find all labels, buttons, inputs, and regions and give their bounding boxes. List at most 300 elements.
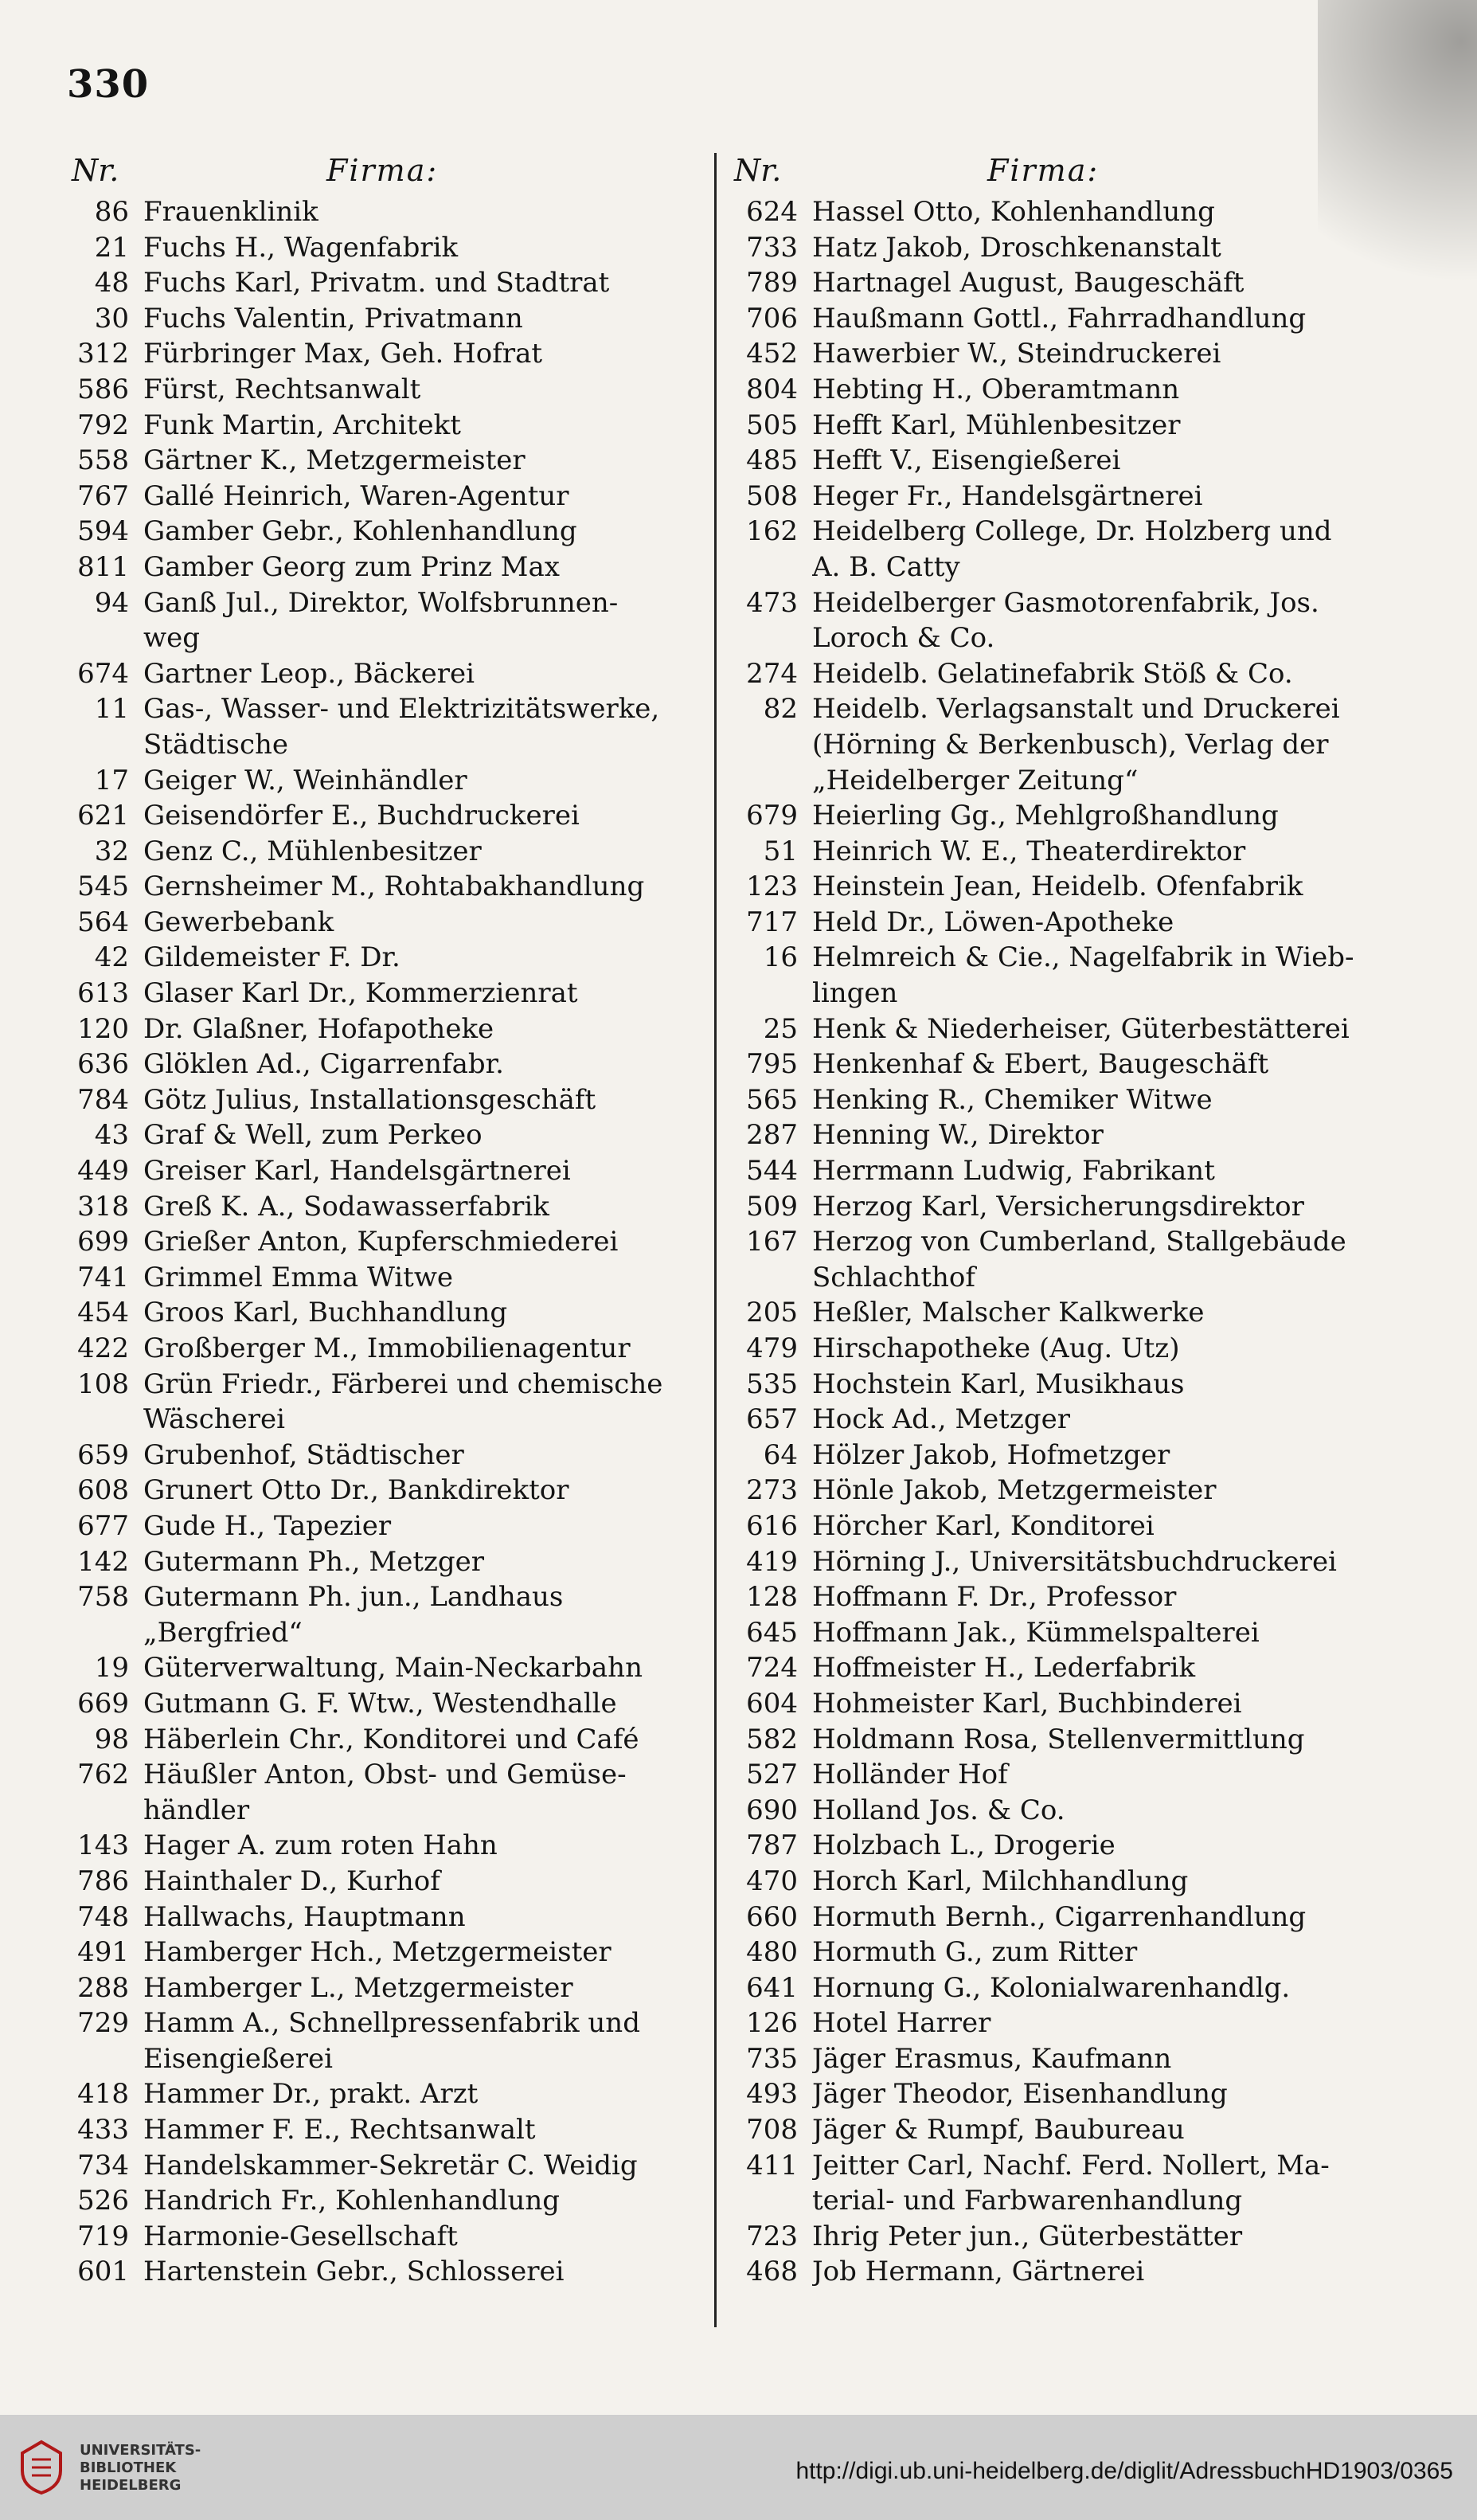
directory-entry xyxy=(56,514,693,550)
entry-firm-line: Hornung G., Kolonialwarenhandlg. xyxy=(812,1971,1291,2004)
directory-entry xyxy=(725,1615,1377,1651)
directory-entry xyxy=(725,656,1377,692)
directory-entry xyxy=(56,443,693,479)
entry-firm-line: lingen xyxy=(812,977,898,1010)
entry-firm-line: Henkenhaf & Ebert, Baugeschäft xyxy=(812,1048,1269,1081)
entry-number: 545 xyxy=(77,871,129,903)
entry-firm-line: Hallwachs, Hauptmann xyxy=(143,1900,466,1933)
entry-firm xyxy=(812,1153,1377,1189)
entry-number: 708 xyxy=(746,2114,798,2146)
entry-number: 608 xyxy=(77,1474,129,1507)
directory-entry xyxy=(56,940,693,976)
entry-number: 167 xyxy=(746,1226,798,1258)
entry-firm xyxy=(143,1153,693,1189)
entry-firm xyxy=(812,1615,1377,1651)
entry-firm xyxy=(812,1367,1377,1403)
entry-number: 527 xyxy=(746,1759,798,1791)
entry-number: 452 xyxy=(746,338,798,370)
entry-number: 493 xyxy=(746,2078,798,2111)
entry-firm xyxy=(812,301,1377,337)
entry-firm-line: Güterverwaltung, Main-Neckarbahn xyxy=(143,1652,643,1685)
entry-firm xyxy=(812,2005,1377,2041)
entry-number: 288 xyxy=(77,1971,129,2004)
entry-firm-line: Hartnagel August, Baugeschäft xyxy=(812,267,1245,299)
entry-number: 586 xyxy=(77,373,129,405)
directory-entry xyxy=(725,1579,1377,1615)
entry-firm-line: Fürbringer Max, Geh. Hofrat xyxy=(143,338,543,370)
library-name-line: UNIVERSITÄTS- xyxy=(80,2442,201,2459)
entry-number: 120 xyxy=(77,1012,129,1045)
entry-number: 613 xyxy=(77,977,129,1010)
entry-number: 82 xyxy=(763,693,798,726)
library-name-line: HEIDELBERG xyxy=(80,2477,182,2494)
entry-firm-line: Hirschapotheke (Aug. Utz) xyxy=(812,1332,1180,1364)
entry-number: 108 xyxy=(77,1368,129,1400)
entry-firm-line: Groos Karl, Buchhandlung xyxy=(143,1297,508,1329)
entry-firm-line: Grunert Otto Dr., Bankdirektor xyxy=(143,1474,569,1507)
entry-firm-line: Hartenstein Gebr., Schlosserei xyxy=(143,2256,565,2288)
entry-number: 735 xyxy=(746,2042,798,2075)
entry-firm-line: Hörning J., Universitätsbuchdruckerei xyxy=(812,1545,1337,1578)
entry-number: 411 xyxy=(746,2149,798,2182)
entry-number: 792 xyxy=(77,409,129,441)
entry-firm xyxy=(143,1260,693,1296)
directory-entry xyxy=(725,301,1377,337)
entry-number: 162 xyxy=(746,515,798,548)
entry-firm-line: Gamber Gebr., Kohlenhandlung xyxy=(143,515,577,548)
directory-entry xyxy=(56,585,693,656)
library-name-line: BIBLIOTHEK xyxy=(80,2459,177,2476)
entry-firm xyxy=(143,1828,693,1864)
entry-number: 480 xyxy=(746,1936,798,1969)
entry-firm xyxy=(812,1295,1377,1331)
entry-number: 16 xyxy=(763,941,798,974)
entry-number: 535 xyxy=(746,1368,798,1400)
entry-firm xyxy=(812,1082,1377,1118)
directory-entry xyxy=(725,479,1377,515)
entry-number: 741 xyxy=(77,1261,129,1293)
entry-firm xyxy=(143,2183,693,2219)
entry-firm xyxy=(812,1722,1377,1758)
directory-entry xyxy=(56,1508,693,1544)
entry-number: 21 xyxy=(94,231,129,264)
directory-entry xyxy=(725,1117,1377,1153)
directory-entry xyxy=(725,2219,1377,2255)
entry-firm xyxy=(812,1828,1377,1864)
directory-entry xyxy=(725,1402,1377,1438)
source-url-link[interactable]: http://digi.ub.uni-heidelberg.de/diglit/AdressbuchHD1903/0365 xyxy=(795,2458,1453,2484)
directory-entry xyxy=(56,1757,693,1828)
directory-entry xyxy=(725,1295,1377,1331)
entry-firm-line: Hammer F. E., Rechtsanwalt xyxy=(143,2114,536,2146)
page-number: 330 xyxy=(67,62,150,107)
entry-firm xyxy=(143,265,693,301)
entry-firm xyxy=(812,336,1377,372)
entry-number: 43 xyxy=(94,1119,129,1152)
entry-number: 485 xyxy=(746,444,798,477)
entry-firm xyxy=(812,443,1377,479)
entry-number: 48 xyxy=(94,267,129,299)
entry-firm-line: Hochstein Karl, Musikhaus xyxy=(812,1368,1185,1400)
entry-firm xyxy=(143,1900,693,1935)
entry-firm xyxy=(812,2148,1377,2219)
entry-firm xyxy=(143,550,693,585)
entry-firm xyxy=(143,479,693,515)
entry-firm xyxy=(812,869,1377,905)
entry-number: 762 xyxy=(77,1759,129,1791)
entry-firm xyxy=(143,1686,693,1722)
entry-firm-line: Gutermann Ph., Metzger xyxy=(143,1545,485,1578)
entry-number: 454 xyxy=(77,1297,129,1329)
directory-entry xyxy=(725,2112,1377,2148)
directory-entry xyxy=(56,834,693,870)
entry-number: 729 xyxy=(77,2007,129,2040)
directory-entry xyxy=(56,372,693,408)
entry-number: 659 xyxy=(77,1438,129,1471)
entry-firm-line: Hager A. zum roten Hahn xyxy=(143,1829,498,1862)
directory-entry xyxy=(56,2254,693,2290)
entry-firm-line: Dr. Glaßner, Hofapotheke xyxy=(143,1012,494,1045)
directory-entry xyxy=(725,1224,1377,1295)
entry-firm xyxy=(812,1579,1377,1615)
entry-number: 98 xyxy=(94,1723,129,1755)
entry-number: 468 xyxy=(746,2256,798,2288)
directory-entry xyxy=(725,372,1377,408)
entry-firm xyxy=(143,834,693,870)
entry-number: 274 xyxy=(746,657,798,690)
entry-number: 142 xyxy=(77,1545,129,1578)
directory-entry xyxy=(725,1722,1377,1758)
entry-number: 143 xyxy=(77,1829,129,1862)
entry-firm-line: Hoffmann Jak., Kümmelspalterei xyxy=(812,1616,1260,1649)
entry-firm-line: Hatz Jakob, Droschkenanstalt xyxy=(812,231,1221,264)
directory-entry xyxy=(725,940,1377,1011)
directory-entry xyxy=(725,1367,1377,1403)
entry-firm xyxy=(812,1864,1377,1900)
directory-entry xyxy=(56,1117,693,1153)
left-column-header xyxy=(56,153,693,194)
firma-heading: Firma: xyxy=(987,153,1100,188)
entry-firm xyxy=(812,514,1377,585)
entry-number: 312 xyxy=(77,338,129,370)
directory-entry xyxy=(725,834,1377,870)
entry-firm xyxy=(143,1438,693,1473)
directory-entry xyxy=(56,691,693,762)
directory-entry xyxy=(725,1082,1377,1118)
entry-number: 94 xyxy=(94,586,129,619)
entry-firm-line: „Bergfried“ xyxy=(143,1616,303,1649)
entry-number: 624 xyxy=(746,196,798,228)
entry-firm xyxy=(812,1793,1377,1829)
entry-firm-line: Held Dr., Löwen-Apotheke xyxy=(812,906,1174,938)
directory-entry xyxy=(725,1331,1377,1367)
entry-number: 505 xyxy=(746,409,798,441)
entry-firm xyxy=(812,2041,1377,2077)
entry-number: 422 xyxy=(77,1332,129,1364)
entry-firm xyxy=(812,1438,1377,1473)
entry-number: 734 xyxy=(77,2149,129,2182)
entry-firm-line: Großberger M., Immobilienagentur xyxy=(143,1332,631,1364)
directory-entry xyxy=(56,656,693,692)
entry-firm-line: Jäger Erasmus, Kaufmann xyxy=(812,2042,1172,2075)
entry-firm-line: Heger Fr., Handelsgärtnerei xyxy=(812,479,1203,512)
entry-firm-line: Jäger Theodor, Eisenhandlung xyxy=(812,2078,1228,2111)
directory-entry xyxy=(56,2148,693,2184)
entry-number: 594 xyxy=(77,515,129,548)
entry-number: 657 xyxy=(746,1403,798,1436)
entry-number: 804 xyxy=(746,373,798,405)
entry-firm-line: Loroch & Co. xyxy=(812,622,995,655)
entry-number: 758 xyxy=(77,1581,129,1614)
entry-firm xyxy=(812,372,1377,408)
entry-firm-line: Heinrich W. E., Theaterdirektor xyxy=(812,835,1246,867)
entry-firm xyxy=(143,1473,693,1508)
entry-firm-line: Fuchs Valentin, Privatmann xyxy=(143,302,523,335)
directory-entry xyxy=(56,2112,693,2148)
directory-entry xyxy=(56,976,693,1012)
entry-firm xyxy=(143,1864,693,1900)
entry-firm-line: Gewerbebank xyxy=(143,906,334,938)
entry-firm-line: Geisendörfer E., Buchdruckerei xyxy=(143,800,580,832)
entry-firm xyxy=(812,1012,1377,1047)
library-name xyxy=(80,2442,201,2495)
directory-entry xyxy=(725,1970,1377,2006)
entry-number: 733 xyxy=(746,231,798,264)
entry-firm-line: Schlachthof xyxy=(812,1261,975,1293)
directory-entry xyxy=(56,1438,693,1473)
entry-firm-line: Gamber Georg zum Prinz Max xyxy=(143,550,560,583)
directory-entry xyxy=(56,1331,693,1367)
entry-firm xyxy=(143,1367,693,1438)
entry-firm xyxy=(143,2076,693,2112)
entry-firm xyxy=(812,1189,1377,1225)
entry-number: 508 xyxy=(746,479,798,512)
entry-firm xyxy=(143,1722,693,1758)
entry-number: 449 xyxy=(77,1155,129,1188)
entry-number: 767 xyxy=(77,479,129,512)
directory-entry xyxy=(56,1722,693,1758)
directory-entry xyxy=(56,301,693,337)
entry-firm xyxy=(143,1970,693,2006)
entry-number: 645 xyxy=(746,1616,798,1649)
entry-firm xyxy=(143,763,693,799)
entry-firm-line: Helmreich & Cie., Nagelfabrik in Wieb- xyxy=(812,941,1354,974)
entry-firm xyxy=(143,2005,693,2076)
entry-firm xyxy=(143,230,693,266)
entry-firm xyxy=(143,2219,693,2255)
entry-firm xyxy=(812,479,1377,515)
entry-firm-line: Häußler Anton, Obst- und Gemüse- xyxy=(143,1759,627,1791)
entry-firm-line: Hönle Jakob, Metzgermeister xyxy=(812,1474,1217,1507)
entry-firm xyxy=(143,1295,693,1331)
entry-firm-line: Holland Jos. & Co. xyxy=(812,1794,1065,1826)
entry-firm-line: Fuchs Karl, Privatm. und Stadtrat xyxy=(143,267,610,299)
entry-firm xyxy=(143,656,693,692)
entry-firm-line: Eisengießerei xyxy=(143,2042,333,2075)
directory-entry xyxy=(56,1082,693,1118)
entry-firm-line: Handrich Fr., Kohlenhandlung xyxy=(143,2185,560,2217)
entry-firm xyxy=(812,940,1377,1011)
entry-firm xyxy=(812,1935,1377,1970)
entry-number: 479 xyxy=(746,1332,798,1364)
right-column-header xyxy=(725,153,1377,194)
directory-entry xyxy=(56,2219,693,2255)
entry-firm xyxy=(143,940,693,976)
entry-firm-line: Funk Martin, Architekt xyxy=(143,409,461,441)
entry-number: 621 xyxy=(77,800,129,832)
entry-firm xyxy=(143,869,693,905)
entry-number: 679 xyxy=(746,800,798,832)
entry-number: 273 xyxy=(746,1474,798,1507)
entry-firm xyxy=(143,336,693,372)
entry-firm xyxy=(812,1331,1377,1367)
directory-entry xyxy=(725,1686,1377,1722)
entry-firm xyxy=(143,1012,693,1047)
entry-number: 717 xyxy=(746,906,798,938)
entry-firm-line: Genz C., Mühlenbesitzer xyxy=(143,835,482,867)
entry-firm xyxy=(812,905,1377,941)
entry-firm-line: Henking R., Chemiker Witwe xyxy=(812,1083,1213,1116)
directory-entry xyxy=(56,869,693,905)
directory-entry xyxy=(56,1295,693,1331)
directory-entry xyxy=(725,585,1377,656)
directory-entry xyxy=(56,1650,693,1686)
entry-firm-line: Hormuth G., zum Ritter xyxy=(812,1936,1138,1969)
entry-number: 723 xyxy=(746,2220,798,2252)
entry-firm xyxy=(812,1508,1377,1544)
entry-firm xyxy=(143,905,693,941)
footer-bar xyxy=(0,2415,1477,2520)
entry-firm-line: Henning W., Direktor xyxy=(812,1119,1104,1152)
entry-number: 604 xyxy=(746,1687,798,1720)
entry-number: 470 xyxy=(746,1865,798,1897)
entry-number: 419 xyxy=(746,1545,798,1578)
directory-entry xyxy=(725,2005,1377,2041)
entry-number: 690 xyxy=(746,1794,798,1826)
entry-firm-line: Wäscherei xyxy=(143,1403,286,1436)
directory-entry xyxy=(56,1367,693,1438)
entry-firm-line: Greß K. A., Sodawasserfabrik xyxy=(143,1190,549,1223)
entry-number: 287 xyxy=(746,1119,798,1152)
entry-firm-line: Handelskammer-Sekretär C. Weidig xyxy=(143,2149,638,2182)
entry-firm xyxy=(143,301,693,337)
directory-entry xyxy=(725,691,1377,798)
entry-firm xyxy=(812,2112,1377,2148)
entry-firm xyxy=(143,1224,693,1260)
directory-entry xyxy=(725,1047,1377,1082)
entry-firm-line: Horch Karl, Milchhandlung xyxy=(812,1865,1189,1897)
entry-number: 674 xyxy=(77,657,129,690)
entry-firm xyxy=(143,372,693,408)
entry-firm-line: Hefft Karl, Mühlenbesitzer xyxy=(812,409,1181,441)
directory-entry xyxy=(56,1970,693,2006)
entry-firm-line: Gildemeister F. Dr. xyxy=(143,941,401,974)
entry-firm-line: Holländer Hof xyxy=(812,1759,1008,1791)
directory-entry xyxy=(56,1828,693,1864)
entry-firm-line: Ganß Jul., Direktor, Wolfsbrunnen- xyxy=(143,586,619,619)
entry-firm-line: Haußmann Gottl., Fahrradhandlung xyxy=(812,302,1307,335)
entry-firm xyxy=(143,2112,693,2148)
directory-entry xyxy=(725,1828,1377,1864)
entry-firm xyxy=(143,514,693,550)
entry-firm xyxy=(812,1900,1377,1935)
entry-firm xyxy=(143,1508,693,1544)
entry-firm-line: Herzog Karl, Versicherungsdirektor xyxy=(812,1190,1304,1223)
entry-number: 418 xyxy=(77,2078,129,2111)
entry-number: 582 xyxy=(746,1723,798,1755)
entry-firm-line: Greiser Karl, Handelsgärtnerei xyxy=(143,1155,571,1188)
entry-firm-line: Gutmann G. F. Wtw., Westendhalle xyxy=(143,1687,617,1720)
entry-firm xyxy=(812,2076,1377,2112)
directory-entry xyxy=(725,514,1377,585)
entry-firm-line: Städtische xyxy=(143,728,289,761)
directory-entry xyxy=(56,2005,693,2076)
entry-firm xyxy=(143,1189,693,1225)
entry-firm xyxy=(143,1544,693,1580)
entry-firm-line: Harmonie-Gesellschaft xyxy=(143,2220,458,2252)
entry-number: 19 xyxy=(94,1652,129,1685)
entry-number: 748 xyxy=(77,1900,129,1933)
directory-entry xyxy=(56,1260,693,1296)
entry-firm-line: Hawerbier W., Steindruckerei xyxy=(812,338,1221,370)
entry-firm xyxy=(812,2219,1377,2255)
directory-entry xyxy=(56,1012,693,1047)
entry-firm-line: Hörcher Karl, Konditorei xyxy=(812,1509,1155,1542)
entry-firm-line: Hoffmeister H., Lederfabrik xyxy=(812,1652,1196,1685)
directory-entry xyxy=(725,1153,1377,1189)
entry-number: 433 xyxy=(77,2114,129,2146)
directory-entry xyxy=(725,905,1377,941)
entry-firm xyxy=(812,1224,1377,1295)
directory-entry xyxy=(725,1900,1377,1935)
directory-entry xyxy=(56,1189,693,1225)
entry-firm-line: Jäger & Rumpf, Baubureau xyxy=(812,2114,1185,2146)
entry-number: 491 xyxy=(77,1936,129,1969)
entry-firm-line: Grün Friedr., Färberei und chemische xyxy=(143,1368,663,1400)
entry-firm-line: Hormuth Bernh., Cigarrenhandlung xyxy=(812,1900,1307,1933)
directory-entry xyxy=(725,1544,1377,1580)
directory-entry xyxy=(56,1047,693,1082)
directory-entry xyxy=(725,2254,1377,2290)
directory-entry xyxy=(56,1224,693,1260)
entry-firm-line: Graf & Well, zum Perkeo xyxy=(143,1119,483,1152)
directory-entry xyxy=(56,1900,693,1935)
entry-number: 526 xyxy=(77,2185,129,2217)
entry-firm-line: Hebting H., Oberamtmann xyxy=(812,373,1180,405)
entry-firm-line: händler xyxy=(143,1794,250,1826)
directory-entry xyxy=(725,869,1377,905)
entry-firm-line: Gutermann Ph. jun., Landhaus xyxy=(143,1581,564,1614)
entry-number: 641 xyxy=(746,1971,798,2004)
directory-entry xyxy=(56,265,693,301)
directory-entry xyxy=(725,1189,1377,1225)
entry-firm xyxy=(143,194,693,230)
entry-firm xyxy=(812,1970,1377,2006)
entry-firm-line: Hamberger Hch., Metzgermeister xyxy=(143,1936,612,1969)
library-logo-icon xyxy=(18,2439,65,2496)
entry-firm xyxy=(812,585,1377,656)
entry-number: 565 xyxy=(746,1083,798,1116)
entry-number: 473 xyxy=(746,586,798,619)
entry-number: 601 xyxy=(77,2256,129,2288)
entry-firm xyxy=(143,585,693,656)
directory-entry xyxy=(725,336,1377,372)
entry-firm-line: Gartner Leop., Bäckerei xyxy=(143,657,475,690)
firma-heading: Firma: xyxy=(326,153,439,188)
entry-firm xyxy=(143,1757,693,1828)
entry-firm-line: Job Hermann, Gärtnerei xyxy=(812,2256,1145,2288)
directory-entry xyxy=(725,798,1377,834)
